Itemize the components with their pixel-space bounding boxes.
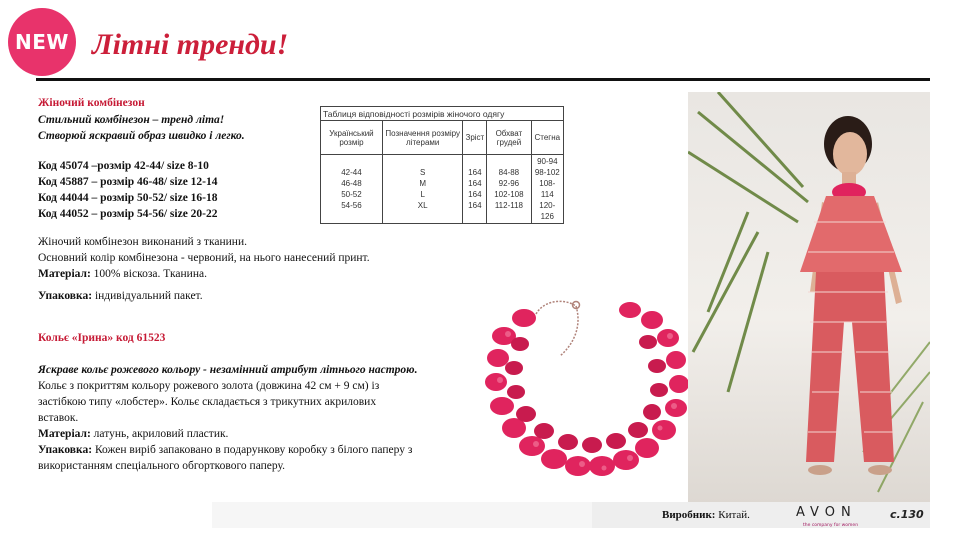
size-value: 84-88: [498, 168, 520, 177]
new-badge: [8, 8, 76, 76]
footer-bar-light: [212, 502, 592, 528]
jumpsuit-code: Код 45887 – розмір 46-48/ size 12-14: [38, 176, 218, 188]
size-value: 164: [468, 179, 482, 188]
size-table-header: Стегна: [531, 121, 563, 155]
jumpsuit-tagline-2: Створюй яскравий образ швидко і легко.: [38, 130, 245, 142]
page-title: Літні тренди!: [92, 28, 289, 61]
size-value: 90-94: [537, 157, 558, 166]
size-value: 120-126: [539, 201, 556, 221]
new-badge-label: NEW: [15, 30, 69, 54]
necklace-tagline: Яскраве кольє рожевого кольору - незамінний атрибут літнього настрою.: [38, 364, 418, 376]
necklace-desc-line: Кольє з покриттям кольору рожевого золота (довжина 42 см + 9 см) із: [38, 380, 380, 392]
material-label: Матеріал:: [38, 268, 91, 280]
necklace-title: Кольє «Ірина» код 61523: [38, 332, 166, 344]
jumpsuit-desc-line: Основний колір комбінезона - червоний, на нього нанесений принт.: [38, 252, 370, 264]
jumpsuit-package: [38, 288, 370, 304]
size-value: 46-48: [341, 179, 362, 188]
jumpsuit-tagline-1: Стильний комбінезон – тренд літа!: [38, 114, 225, 126]
size-value: M: [419, 179, 427, 188]
necklace-desc-line: вставок.: [38, 412, 79, 424]
size-value: 164: [468, 190, 482, 199]
size-table-cell: [382, 155, 463, 224]
necklace-package-line: використанням спеціального обгорткового паперу.: [38, 460, 285, 472]
size-table: [320, 106, 564, 224]
jumpsuit-material: [38, 266, 370, 282]
size-table-header: Український розмір: [321, 121, 383, 155]
size-table-cell: [531, 155, 563, 224]
size-value: 98-102: [534, 168, 560, 177]
jumpsuit-code: Код 44052 – розмір 54-56/ size 20-22: [38, 208, 218, 220]
jumpsuit-code: Код 45074 –розмір 42-44/ size 8-10: [38, 160, 209, 172]
material-value: 100% віскоза. Тканина.: [93, 268, 207, 280]
necklace-material: [38, 426, 478, 442]
necklace-package: [38, 442, 478, 458]
size-value: S: [420, 168, 426, 177]
necklace-desc-line: застібкою типу «лобстер». Кольє складається з трикутних акрилових: [38, 396, 377, 408]
material-label: Матеріал:: [38, 428, 91, 440]
jumpsuit-code-list: [38, 158, 218, 222]
size-value: 50-52: [341, 190, 362, 199]
necklace-description: [38, 362, 478, 474]
size-table-caption: Таблиця відповідності розмірів жіночого одягу: [321, 107, 564, 121]
size-table-cell: [463, 155, 487, 224]
size-value: 164: [468, 168, 482, 177]
size-value: 112-118: [494, 201, 523, 210]
page-number: с.130: [890, 508, 924, 521]
package-value: індивідуальний пакет.: [94, 290, 203, 302]
size-value: 164: [468, 201, 482, 210]
avon-logo: AVON: [796, 505, 857, 520]
manufacturer-label: Виробник:: [662, 509, 716, 521]
manufacturer-value: Китай.: [718, 509, 750, 521]
size-table-header: Обхват грудей: [487, 121, 531, 155]
jumpsuit-title: Жіночий комбінезон: [38, 97, 145, 109]
size-table-cell: [487, 155, 531, 224]
size-value: 42-44: [341, 168, 362, 177]
title-divider: [36, 78, 930, 81]
jumpsuit-code: Код 44044 – розмір 50-52/ size 16-18: [38, 192, 218, 204]
size-value: 92-96: [498, 179, 520, 188]
package-value: Кожен виріб запаковано в подарункову коробку з білого паперу з: [94, 444, 413, 456]
size-table-cell: [321, 155, 383, 224]
size-table-header: Зріст: [463, 121, 487, 155]
jumpsuit-desc-line: Жіночий комбінезон виконаний з тканини.: [38, 236, 247, 248]
size-table-header: Позначення розміру літерами: [382, 121, 463, 155]
manufacturer: [662, 509, 750, 521]
jumpsuit-description: [38, 234, 370, 304]
avon-tagline: the company for women: [803, 523, 859, 528]
model-photo: [688, 92, 930, 504]
size-value: 108-114: [539, 179, 556, 199]
model-illustration: [688, 92, 930, 504]
size-value: XL: [417, 201, 428, 210]
package-label: Упаковка:: [38, 444, 93, 456]
package-label: Упаковка:: [38, 290, 93, 302]
size-value: 102-108: [494, 190, 524, 199]
material-value: латунь, акриловий пластик.: [93, 428, 229, 440]
size-value: 54-56: [341, 201, 362, 210]
necklace-image: [484, 296, 689, 496]
size-value: L: [420, 190, 425, 199]
